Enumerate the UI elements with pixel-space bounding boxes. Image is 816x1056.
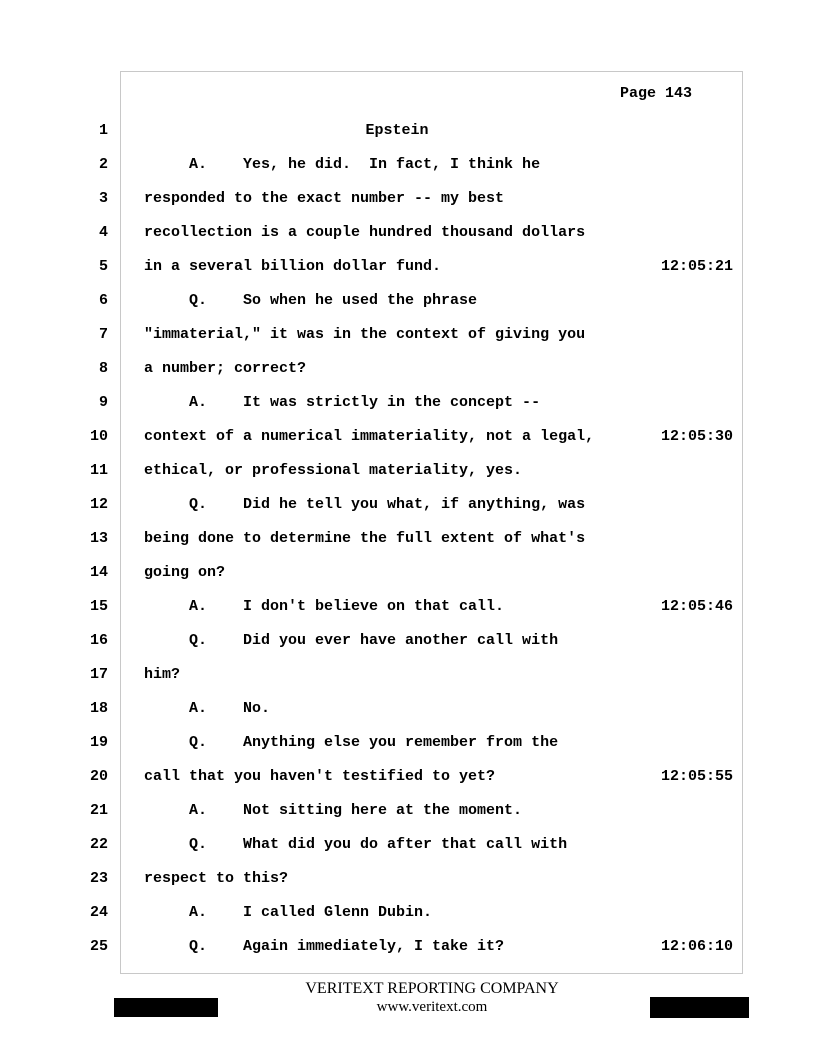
page-number: Page 143	[620, 85, 693, 102]
line-number: 16	[89, 632, 108, 649]
line-timestamp: 12:05:55	[661, 768, 734, 785]
redaction-box-right	[650, 997, 749, 1018]
line-text: A. Not sitting here at the moment.	[144, 802, 523, 819]
line-timestamp: 12:06:10	[661, 938, 734, 955]
line-text: A. I called Glenn Dubin.	[144, 904, 433, 921]
line-text: Q. Anything else you remember from the	[144, 734, 559, 751]
line-text: Q. Again immediately, I take it?	[144, 938, 505, 955]
line-text: ethical, or professional materiality, yes.	[144, 462, 523, 479]
line-text: Q. Did he tell you what, if anything, was	[144, 496, 586, 513]
line-text: "immaterial," it was in the context of giving you	[144, 326, 586, 343]
transcript-line	[0, 428, 816, 448]
transcript-line	[0, 292, 816, 312]
transcript-line	[0, 598, 816, 618]
line-text: call that you haven't testified to yet?	[144, 768, 496, 785]
line-number: 24	[89, 904, 108, 921]
line-number: 13	[89, 530, 108, 547]
transcript-line	[0, 122, 816, 142]
transcript-line	[0, 836, 816, 856]
line-text: A. Yes, he did. In fact, I think he	[144, 156, 541, 173]
transcript-line	[0, 530, 816, 550]
transcript-line	[0, 904, 816, 924]
line-text: A. It was strictly in the concept --	[144, 394, 541, 411]
line-number: 9	[98, 394, 108, 411]
line-number: 14	[89, 564, 108, 581]
line-text: going on?	[144, 564, 226, 581]
transcript-line	[0, 258, 816, 278]
line-text: A. No.	[144, 700, 271, 717]
line-number: 12	[89, 496, 108, 513]
line-number: 8	[98, 360, 108, 377]
transcript-line	[0, 224, 816, 244]
line-number: 3	[98, 190, 108, 207]
line-number: 23	[89, 870, 108, 887]
transcript-line	[0, 462, 816, 482]
line-number: 4	[98, 224, 108, 241]
transcript-line	[0, 700, 816, 720]
transcript-line	[0, 360, 816, 380]
transcript-line	[0, 496, 816, 516]
transcript-line	[0, 190, 816, 210]
line-number: 2	[98, 156, 108, 173]
line-number: 11	[89, 462, 108, 479]
line-text: being done to determine the full extent of what's	[144, 530, 586, 547]
line-text: Q. So when he used the phrase	[144, 292, 478, 309]
transcript-line	[0, 632, 816, 652]
line-number: 20	[89, 768, 108, 785]
footer-website: www.veritext.com	[376, 999, 488, 1015]
footer-company-name: VERITEXT REPORTING COMPANY	[305, 980, 559, 997]
line-number: 1	[98, 122, 108, 139]
line-number: 5	[98, 258, 108, 275]
line-number: 10	[89, 428, 108, 445]
line-text: A. I don't believe on that call.	[144, 598, 505, 615]
line-text: him?	[144, 666, 181, 683]
line-number: 15	[89, 598, 108, 615]
line-text: Epstein	[365, 122, 429, 139]
line-text: context of a numerical immateriality, not a legal,	[144, 428, 595, 445]
line-timestamp: 12:05:46	[661, 598, 734, 615]
transcript-line	[0, 870, 816, 890]
line-text: Q. What did you do after that call with	[144, 836, 568, 853]
line-text: responded to the exact number -- my best	[144, 190, 505, 207]
line-number: 18	[89, 700, 108, 717]
transcript-line	[0, 768, 816, 788]
line-timestamp: 12:05:30	[661, 428, 734, 445]
line-text: respect to this?	[144, 870, 289, 887]
line-timestamp: 12:05:21	[661, 258, 734, 275]
transcript-line	[0, 326, 816, 346]
redaction-box-left	[114, 998, 218, 1017]
line-text: recollection is a couple hundred thousand dollars	[144, 224, 586, 241]
line-number: 7	[98, 326, 108, 343]
line-text: Q. Did you ever have another call with	[144, 632, 559, 649]
transcript-line	[0, 564, 816, 584]
line-number: 17	[89, 666, 108, 683]
line-number: 19	[89, 734, 108, 751]
line-number: 6	[98, 292, 108, 309]
transcript-line	[0, 156, 816, 176]
line-text: a number; correct?	[144, 360, 307, 377]
line-number: 25	[89, 938, 108, 955]
transcript-line	[0, 394, 816, 414]
transcript-line	[0, 938, 816, 958]
line-number: 22	[89, 836, 108, 853]
transcript-line	[0, 666, 816, 686]
line-number: 21	[89, 802, 108, 819]
transcript-line	[0, 734, 816, 754]
line-text: in a several billion dollar fund.	[144, 258, 442, 275]
transcript-line	[0, 802, 816, 822]
